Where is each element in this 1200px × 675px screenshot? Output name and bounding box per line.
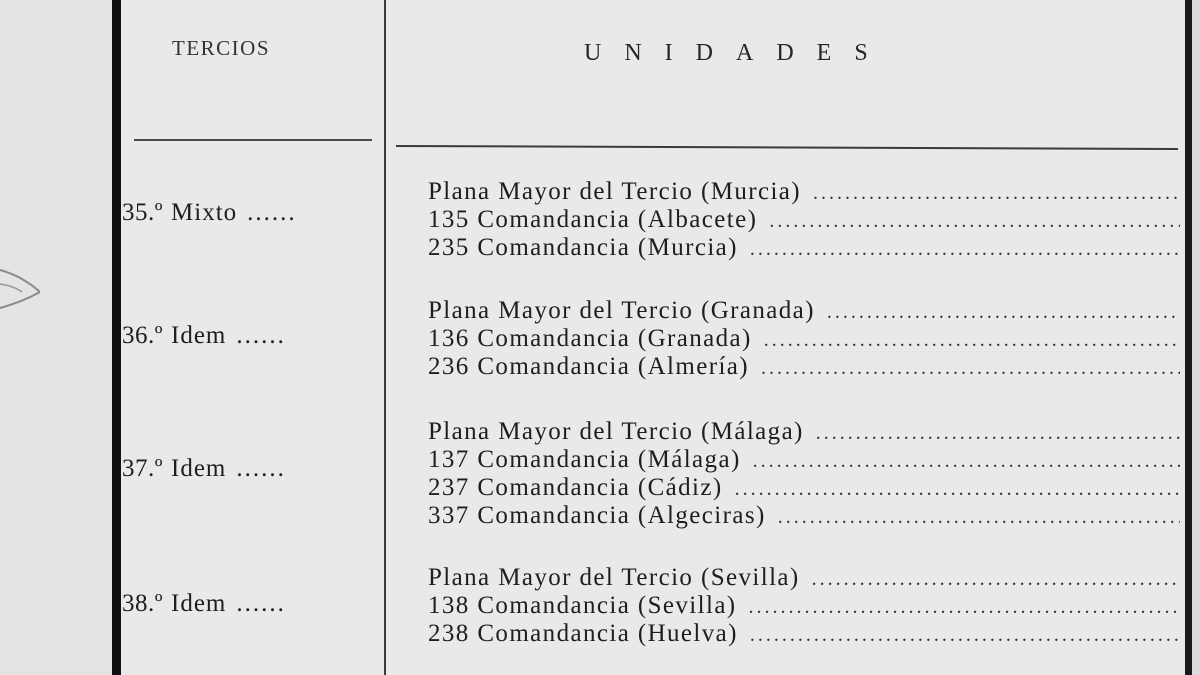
- unit-row: [428, 418, 1180, 446]
- unit-text: 235 Comandancia (Murcia): [428, 234, 738, 261]
- unit-row: [428, 353, 1180, 381]
- tercio-leader: ......: [236, 322, 286, 349]
- unit-row: [428, 592, 1180, 620]
- page-mark: [0, 262, 40, 310]
- dot-leader: [753, 450, 1180, 473]
- unit-row: [428, 502, 1180, 530]
- tercio-number: 36.º: [122, 322, 164, 349]
- tercio-leader: ......: [236, 590, 286, 617]
- unit-text: 135 Comandancia (Albacete): [428, 206, 758, 233]
- tercio-name: Idem: [171, 590, 227, 617]
- left-margin: [0, 0, 112, 675]
- tercio-number: 35.º: [122, 199, 164, 226]
- dot-leader: [813, 182, 1180, 205]
- unit-row: [428, 325, 1180, 353]
- unit-row: [428, 474, 1180, 502]
- dot-leader: [816, 422, 1180, 445]
- dot-leader: [764, 329, 1180, 352]
- tercio-leader: ......: [236, 455, 286, 482]
- unit-row: [428, 206, 1180, 234]
- tercio-name: Idem: [171, 455, 227, 482]
- dot-leader: [827, 301, 1180, 324]
- table-frame-right: [1185, 0, 1192, 675]
- column-divider: [384, 0, 386, 675]
- unit-row: [428, 297, 1180, 325]
- tercio-number: 38.º: [122, 590, 164, 617]
- unit-text: Plana Mayor del Tercio (Granada): [428, 297, 815, 324]
- tercio-name: Idem: [171, 322, 227, 349]
- unit-text: 137 Comandancia (Málaga): [428, 446, 741, 473]
- unit-row: [428, 564, 1180, 592]
- dot-leader: [749, 596, 1180, 619]
- dot-leader: [735, 478, 1180, 501]
- unit-row: [428, 620, 1180, 648]
- unit-text: Plana Mayor del Tercio (Murcia): [428, 178, 802, 205]
- unit-text: 237 Comandancia (Cádiz): [428, 474, 723, 501]
- tercio-label: [122, 455, 286, 483]
- dot-leader: [750, 624, 1180, 647]
- dot-leader: [750, 238, 1180, 261]
- tercio-label: [122, 590, 286, 618]
- header-rule-unidades: [396, 145, 1178, 150]
- unit-text: 236 Comandancia (Almería): [428, 353, 750, 380]
- unit-text: 238 Comandancia (Huelva): [428, 620, 738, 647]
- unit-row: [428, 234, 1180, 262]
- dot-leader: [769, 210, 1180, 233]
- unit-text: 136 Comandancia (Granada): [428, 325, 752, 352]
- unit-text: 138 Comandancia (Sevilla): [428, 592, 737, 619]
- column-header-tercios: TERCIOS: [172, 36, 271, 60]
- dot-leader: [761, 357, 1180, 380]
- unit-row: [428, 446, 1180, 474]
- tercio-leader: ......: [247, 199, 297, 226]
- unit-text: Plana Mayor del Tercio (Málaga): [428, 418, 804, 445]
- header-rule-tercios: [134, 139, 372, 141]
- unit-text: 337 Comandancia (Algeciras): [428, 502, 766, 529]
- column-header-unidades: UNIDADES: [584, 40, 891, 66]
- tercio-name: Mixto: [171, 199, 238, 226]
- tercio-label: [122, 199, 297, 227]
- dot-leader: [812, 568, 1180, 591]
- dot-leader: [778, 506, 1180, 529]
- right-margin: [1192, 0, 1200, 675]
- table-frame-left: [112, 0, 121, 675]
- unit-text: Plana Mayor del Tercio (Sevilla): [428, 564, 800, 591]
- tercio-number: 37.º: [122, 455, 164, 482]
- unit-row: [428, 178, 1180, 206]
- tercio-label: [122, 322, 286, 350]
